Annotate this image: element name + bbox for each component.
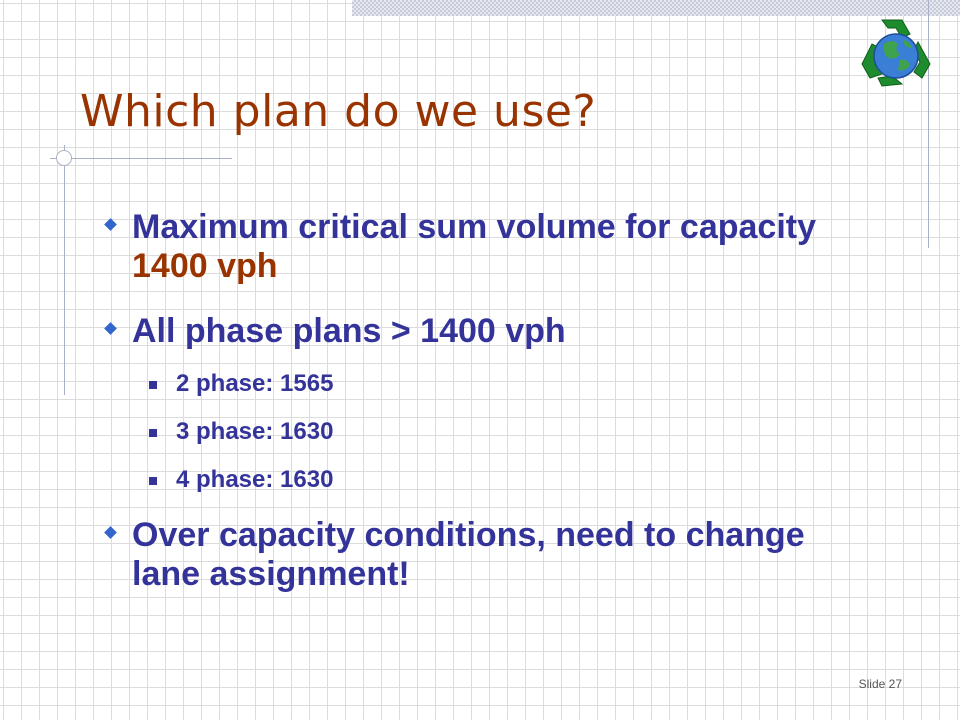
slide-title: Which plan do we use?	[80, 86, 597, 137]
bullet-item	[132, 208, 852, 286]
bullet-highlight: 1400 vph	[132, 247, 278, 285]
bullet-diamond-icon	[104, 322, 117, 335]
left-vertical-rule	[64, 145, 65, 395]
recycle-globe-icon	[852, 14, 940, 96]
title-underline-rule	[50, 158, 232, 159]
sub-bullet-item	[176, 370, 333, 398]
bullet-item	[132, 312, 852, 351]
bullet-text: Over capacity conditions, need to change lane assignment!	[132, 516, 805, 593]
bullet-square-icon	[149, 381, 157, 389]
bullet-diamond-icon	[104, 526, 117, 539]
bullet-square-icon	[149, 429, 157, 437]
bullet-square-icon	[149, 477, 157, 485]
bullet-text: Maximum critical sum volume for capacity	[132, 208, 817, 246]
corner-circle-ornament	[56, 150, 72, 166]
sub-bullet-item	[176, 466, 333, 494]
bullet-text: All phase plans > 1400 vph	[132, 312, 566, 350]
bullet-diamond-icon	[104, 218, 117, 231]
sub-bullet-text: 2 phase: 1565	[176, 370, 334, 397]
sub-bullet-item	[176, 418, 333, 446]
bullet-item	[132, 516, 852, 594]
slide-number: Slide 27	[858, 677, 902, 691]
sub-bullet-text: 3 phase: 1630	[176, 418, 334, 445]
sub-bullet-text: 4 phase: 1630	[176, 466, 334, 493]
